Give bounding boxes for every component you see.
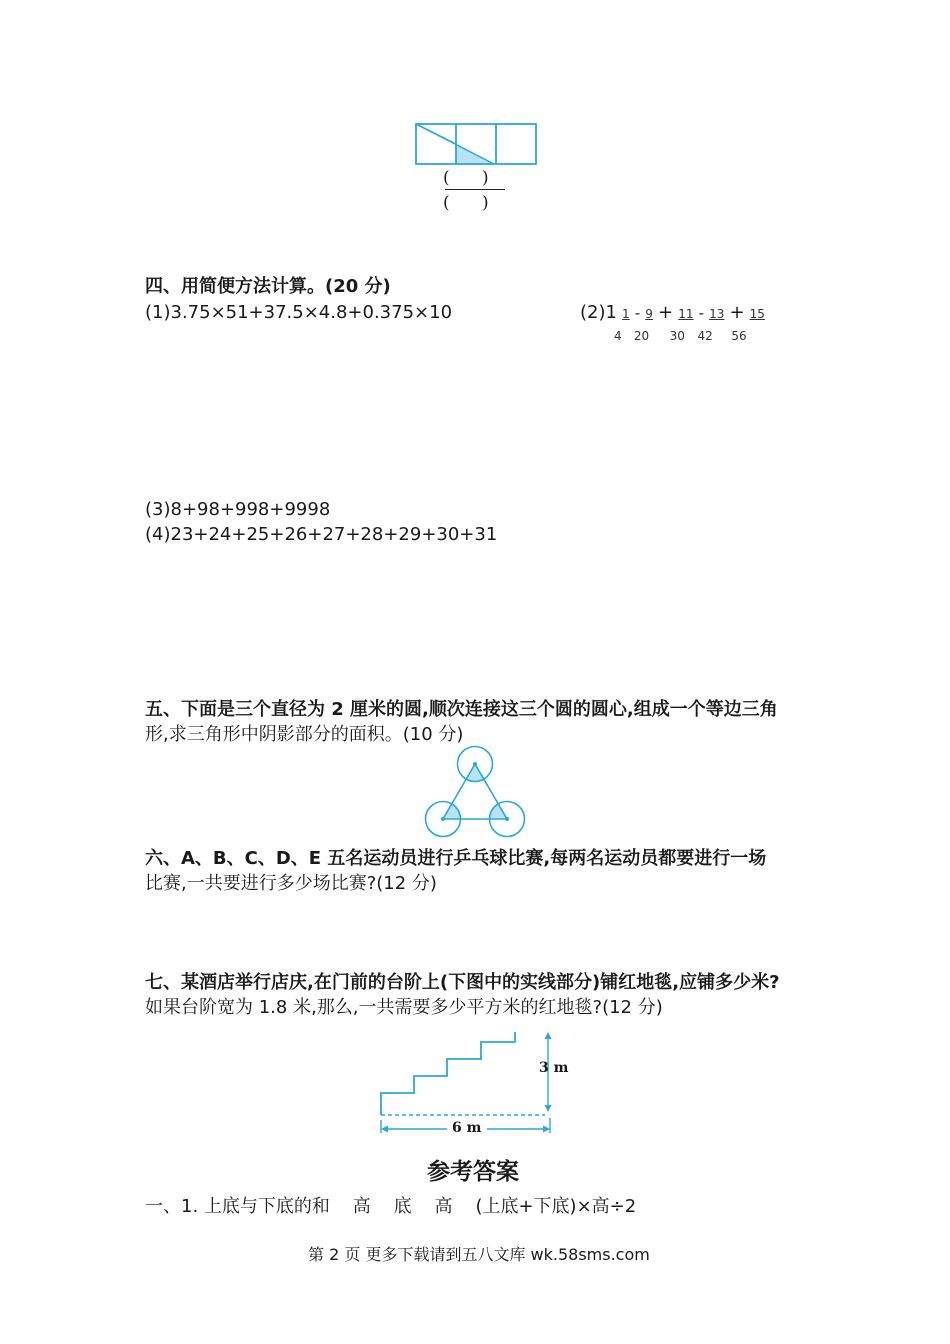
section7-line-1: 七、某酒店举行店庆,在门前的台阶上(下图中的实线部分)铺红地毯,应铺多少米? bbox=[145, 972, 780, 993]
q2-op-3: - bbox=[698, 304, 705, 322]
fraction-bar bbox=[445, 189, 505, 190]
shaded-rectangle-figure bbox=[414, 122, 538, 166]
q2-prefix: (2)1 bbox=[580, 302, 617, 323]
section4-question-4: (4)23+24+25+26+27+28+29+30+31 bbox=[145, 524, 498, 545]
q2-frac-den-5: 56 bbox=[731, 329, 747, 343]
page-footer: 第 2 页 更多下载请到五八文库 wk.58sms.com bbox=[308, 1245, 650, 1264]
answers-title: 参考答案 bbox=[427, 1158, 519, 1185]
q2-op-1: - bbox=[634, 304, 641, 322]
section5-line-2: 形,求三角形中阴影部分的面积。(10 分) bbox=[145, 724, 464, 745]
q2-frac-num-1: 1 bbox=[622, 307, 630, 321]
section4-heading: 四、用简便方法计算。(20 分) bbox=[145, 276, 391, 297]
section6-line-2: 比赛,一共要进行多少场比赛?(12 分) bbox=[145, 873, 437, 894]
section7-line-2: 如果台阶宽为 1.8 米,那么,一共需要多少平方米的红地毯?(12 分) bbox=[145, 997, 663, 1018]
section6-line-1: 六、A、B、C、D、E 五名运动员进行乒乓球比赛,每两名运动员都要进行一场 bbox=[145, 848, 767, 869]
q2-frac-num-2: 9 bbox=[645, 307, 653, 321]
staircase-height-label: 3 m bbox=[539, 1060, 569, 1076]
three-circles-triangle-figure bbox=[420, 745, 530, 839]
q2-frac-num-4: 13 bbox=[709, 307, 725, 321]
answers-line-1: 一、1. 上底与下底的和 高 底 高 (上底+下底)×高÷2 bbox=[145, 1196, 637, 1217]
q2-denominators-row bbox=[614, 329, 755, 343]
q2-frac-den-1: 4 bbox=[614, 329, 622, 343]
fraction-numerator-blank: ( ) bbox=[443, 168, 489, 188]
section5-line-1: 五、下面是三个直径为 2 厘米的圆,顺次连接这三个圆的圆心,组成一个等边三角 bbox=[145, 699, 778, 720]
fraction-denominator-blank: ( ) bbox=[443, 193, 489, 213]
answer-fraction-blank[interactable] bbox=[443, 168, 509, 213]
q2-op-4: + bbox=[729, 302, 745, 323]
q2-frac-den-3: 30 bbox=[669, 329, 685, 343]
q2-op-2: + bbox=[658, 302, 674, 323]
q2-frac-num-3: 11 bbox=[678, 307, 694, 321]
q2-frac-num-5: 15 bbox=[749, 307, 765, 321]
q2-frac-den-4: 42 bbox=[697, 329, 713, 343]
q2-frac-den-2: 20 bbox=[633, 329, 650, 343]
section4-question-1: (1)3.75×51+37.5×4.8+0.375×10 bbox=[145, 302, 453, 323]
section4-question-2 bbox=[580, 300, 765, 343]
staircase-width-label: 6 m bbox=[452, 1120, 482, 1136]
section4-question-3: (3)8+98+998+9998 bbox=[145, 499, 331, 520]
